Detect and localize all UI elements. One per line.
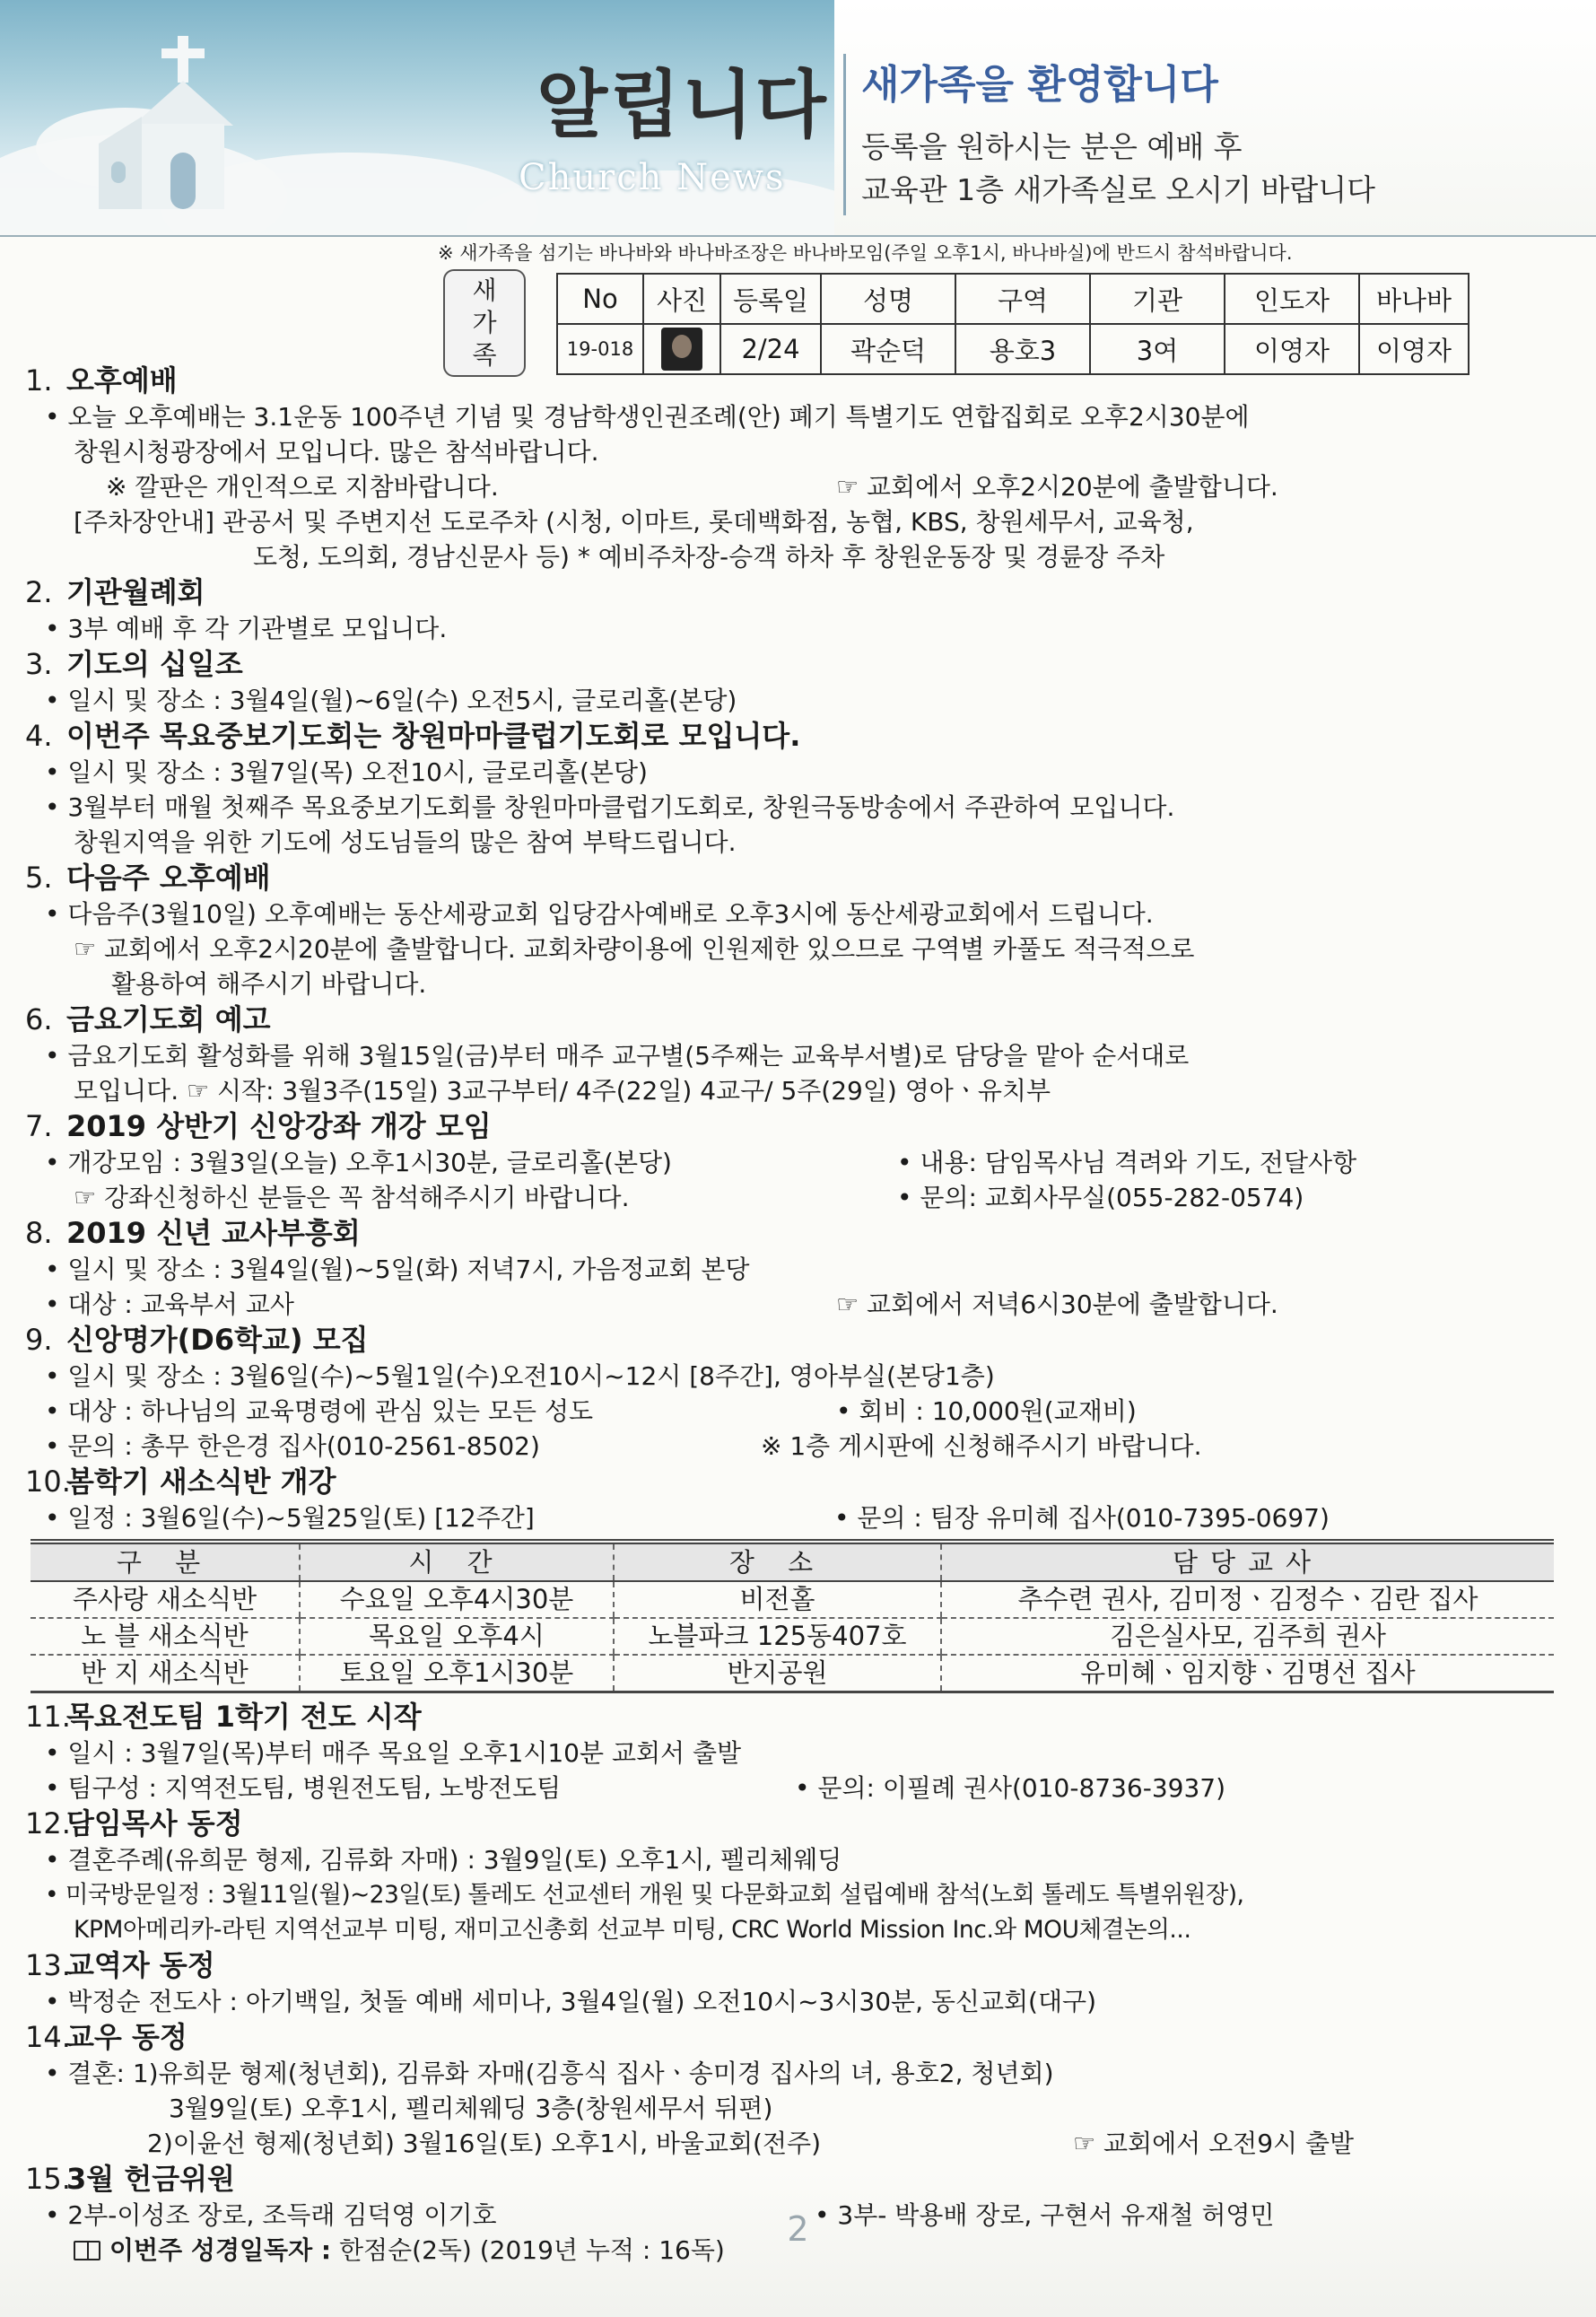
- new-family-table: [556, 273, 1470, 375]
- table-row: [31, 1618, 1554, 1655]
- table-cell: 반 지 새소식반: [31, 1655, 300, 1692]
- col-header: 구역: [955, 274, 1090, 324]
- page-title: 알립니다: [536, 62, 828, 148]
- cell-name: 곽순덕: [821, 324, 955, 374]
- news-item: [25, 1947, 1568, 2019]
- text-line: • 일시 및 장소 : 3월6일(수)~5월1일(수)오전10시~12시 [8주간], 영아부실(본당1층): [45, 1361, 995, 1391]
- section-heading: [25, 860, 1568, 896]
- news-item: [25, 1464, 1568, 1693]
- text-part: • 내용: 담임목사님 격려와 기도, 전달사항: [897, 1148, 1357, 1177]
- text-part: ※ 깔판은 개인적으로 지참바랍니다.: [106, 472, 499, 502]
- text-line: [25, 1500, 1568, 1535]
- text-part: ☞ 교회에서 저녁6시30분에 출발합니다.: [836, 1290, 1278, 1319]
- text-line: • 일시 : 3월7일(목)부터 매주 목요일 오후1시10분 교회서 출발: [45, 1738, 742, 1768]
- cell-barnabas: 이영자: [1359, 324, 1469, 374]
- cell-district: 용호3: [955, 324, 1090, 374]
- section-title: 교우 동정: [66, 2020, 188, 2054]
- section-title: 교역자 동정: [66, 1948, 215, 1982]
- table-header-row: [31, 1542, 1554, 1581]
- text-line: • 3월부터 매월 첫째주 목요중보기도회를 창원마마클럽기도회로, 창원극동방송에서 주관하여 모입니다.: [45, 792, 1175, 822]
- text-line: [25, 1180, 1568, 1215]
- text-line: [25, 1287, 1568, 1322]
- text-line: • 박정순 전도사 : 아기백일, 첫돌 예배 세미나, 3월4일(월) 오전10시~3시30분, 동신교회(대구): [45, 1987, 1097, 2016]
- section-title: 오후예배: [66, 363, 178, 398]
- section-number: 9.: [25, 1323, 53, 1357]
- section-heading: [25, 1699, 1568, 1736]
- text-part: • 문의 : 팀장 유미혜 집사(010-7395-0697): [834, 1503, 1330, 1533]
- text-part: • 개강모임 : 3월3일(오늘) 오후1시30분, 글로리홀(본당): [45, 1148, 672, 1177]
- section-title: 신앙명가(D6학교) 모집: [66, 1323, 369, 1357]
- col-header: No: [557, 274, 643, 324]
- section-number: 3.: [25, 647, 53, 681]
- section-title: 금요기도회 예고: [66, 1002, 271, 1036]
- text-part: 2)이윤선 형제(청년회) 3월16일(토) 오후1시, 바울교회(전주): [147, 2129, 822, 2158]
- text-line: • 금요기도회 활성화를 위해 3월15일(금)부터 매주 교구별(5주째는 교육부서별)로 담당을 맡아 순서대로: [45, 1041, 1190, 1071]
- section-number: 5.: [25, 861, 53, 895]
- text-line: ☞ 교회에서 오후2시20분에 출발합니다. 교회차량이용에 인원제한 있으므로 구역별 카풀도 적극적으로: [74, 934, 1195, 964]
- text-part: • 팀구성 : 지역전도팀, 병원전도팀, 노방전도팀: [45, 1773, 562, 1803]
- welcome-line-1: 등록을 원하시는 분은 예배 후: [861, 129, 1243, 164]
- text-line: • 일시 및 장소 : 3월4일(월)~5일(화) 저녁7시, 가음정교회 본당: [45, 1255, 750, 1284]
- section-title: 봄학기 새소식반 개강: [66, 1465, 336, 1499]
- text-part: ☞ 교회에서 오전9시 출발: [1073, 2129, 1355, 2158]
- text-part: • 회비 : 10,000원(교재비): [836, 1396, 1137, 1426]
- section-number: 6.: [25, 1002, 53, 1036]
- class-schedule-table: [31, 1539, 1554, 1693]
- col-header: 담당교사: [941, 1542, 1554, 1581]
- cell-no: 19-018: [557, 324, 643, 374]
- header-divider: [0, 235, 1596, 237]
- text-line: 창원시청광장에서 모입니다. 많은 참석바랍니다.: [74, 437, 599, 467]
- church-icon: [99, 36, 269, 215]
- text-line: • 일시 및 장소 : 3월7일(목) 오전10시, 글로리홀(본당): [45, 757, 648, 787]
- text-line: [주차장안내] 관공서 및 주변지선 도로주차 (시청, 이마트, 롯데백화점, 농협, KBS, 창원세무서, 교육청,: [74, 507, 1194, 537]
- section-heading: [25, 1215, 1568, 1252]
- section-title: 이번주 목요중보기도회는 창원마마클럽기도회로 모입니다.: [66, 719, 801, 753]
- text-line: KPM아메리카-라틴 지역선교부 미팅, 재미고신총회 선교부 미팅, CRC World Mission Inc.와 MOU체결논의...: [74, 1916, 1191, 1944]
- section-number: 4.: [25, 719, 53, 753]
- col-header: 장 소: [614, 1542, 941, 1581]
- news-item: [25, 1215, 1568, 1322]
- news-item: [25, 1322, 1568, 1464]
- table-cell: 김은실사모, 김주희 권사: [941, 1618, 1554, 1655]
- section-heading: [25, 1464, 1568, 1500]
- text-line: • 오늘 오후예배는 3.1운동 100주년 기념 및 경남학생인권조례(안) 폐기 특별기도 연합집회로 오후2시30분에: [45, 402, 1250, 432]
- news-item: [25, 2019, 1568, 2161]
- bible-reader-value: 한점순(2독) (2019년 누적 : 16독): [339, 2235, 725, 2265]
- news-item: [25, 718, 1568, 860]
- text-line: • 3부 예배 후 각 기관별로 모입니다.: [45, 614, 448, 643]
- section-heading: [25, 574, 1568, 611]
- text-line: • 일시 및 장소 : 3월4일(월)~6일(수) 오전5시, 글로리홀(본당): [45, 686, 737, 715]
- news-item: [25, 363, 1568, 574]
- table-cell: 수요일 오후4시30분: [300, 1581, 614, 1618]
- table-cell: 노블파크 125동407호: [614, 1618, 941, 1655]
- section-number: 1.: [25, 363, 53, 398]
- text-line: 3월9일(토) 오후1시, 펠리체웨딩 3층(창원세무서 뒤편): [169, 2094, 773, 2123]
- table-cell: 목요일 오후4시: [300, 1618, 614, 1655]
- section-heading: [25, 1001, 1568, 1038]
- section-number: 8.: [25, 1216, 53, 1250]
- welcome-title: 새가족을 환영합니다: [861, 62, 1218, 108]
- news-list: [25, 363, 1568, 2268]
- badge-char: 새: [472, 275, 497, 305]
- header: [0, 0, 1596, 235]
- section-title: 담임목사 동정: [66, 1806, 243, 1840]
- section-title: 3월 헌금위원: [66, 2162, 235, 2196]
- section-heading: [25, 363, 1568, 399]
- section-heading: [25, 1108, 1568, 1145]
- section-number: 15.: [25, 2162, 71, 2196]
- table-cell: 유미혜ㆍ임지향ㆍ김명선 집사: [941, 1655, 1554, 1692]
- table-cell: 반지공원: [614, 1655, 941, 1692]
- page-number: 2: [787, 2209, 809, 2249]
- table-cell: 주사랑 새소식반: [31, 1581, 300, 1618]
- text-part: • 문의: 교회사무실(055-282-0574): [897, 1183, 1304, 1212]
- section-heading: [25, 718, 1568, 755]
- section-number: 11.: [25, 1700, 71, 1734]
- table-cell: 비전홀: [614, 1581, 941, 1618]
- news-item: [25, 1108, 1568, 1215]
- section-number: 10.: [25, 1465, 71, 1499]
- news-item: [25, 646, 1568, 718]
- news-item: [25, 1806, 1568, 1947]
- col-header: 인도자: [1225, 274, 1359, 324]
- col-header: 기관: [1090, 274, 1225, 324]
- col-header: 사진: [643, 274, 720, 324]
- text-line: [25, 1394, 1568, 1429]
- section-heading: [25, 1806, 1568, 1842]
- section-title: 다음주 오후예배: [66, 861, 271, 895]
- text-line: • 결혼: 1)유희문 형제(청년회), 김류화 자매(김흥식 집사ㆍ송미경 집사의 녀, 용호2, 청년회): [45, 2059, 1054, 2088]
- text-part: • 대상 : 교육부서 교사: [45, 1290, 294, 1319]
- new-family-note: ※ 새가족을 섬기는 바나바와 바나바조장은 바나바모임(주일 오후1시, 바나바실)에 반드시 참석바랍니다.: [438, 242, 1293, 264]
- badge-char: 족: [472, 340, 497, 370]
- section-title: 2019 신년 교사부흥회: [66, 1216, 361, 1250]
- text-line: 모입니다. ☞ 시작: 3월3주(15일) 3교구부터/ 4주(22일) 4교구/ 5주(29일) 영아ㆍ유치부: [74, 1076, 1051, 1106]
- text-part: • 문의: 이필례 권사(010-8736-3937): [795, 1773, 1226, 1803]
- welcome-divider: [843, 54, 846, 215]
- section-heading: [25, 646, 1568, 683]
- col-header: 시 간: [300, 1542, 614, 1581]
- col-header: 구 분: [31, 1542, 300, 1581]
- section-heading: [25, 1947, 1568, 1984]
- text-line: [25, 1429, 1568, 1464]
- new-family-header-row: [557, 274, 1469, 324]
- cell-guide: 이영자: [1225, 324, 1359, 374]
- table-row: [31, 1655, 1554, 1692]
- news-item: [25, 860, 1568, 1001]
- section-heading: [25, 2161, 1568, 2198]
- col-header: 등록일: [720, 274, 821, 324]
- section-number: 13.: [25, 1948, 71, 1982]
- text-line: • 결혼주례(유희문 형제, 김류화 자매) : 3월9일(토) 오후1시, 펠리체웨딩: [45, 1845, 842, 1875]
- section-heading: [25, 1322, 1568, 1359]
- table-row: [31, 1581, 1554, 1618]
- bible-reader-label: 이번주 성경일독자 :: [109, 2235, 332, 2265]
- text-part: ※ 1층 게시판에 신청해주시기 바랍니다.: [761, 1431, 1202, 1461]
- welcome-line-2: 교육관 1층 새가족실로 오시기 바랍니다: [861, 172, 1376, 207]
- text-line: 도청, 도의회, 경남신문사 등) * 예비주차장-승객 하차 후 창원운동장 및 경륜장 주차: [253, 542, 1165, 572]
- badge-char: 가: [472, 308, 497, 337]
- page-subtitle: Church News: [519, 157, 786, 198]
- text-line: 활용하여 해주시기 바랍니다.: [111, 969, 427, 999]
- news-item: [25, 1001, 1568, 1108]
- section-title: 목요전도팀 1학기 전도 시작: [66, 1700, 422, 1734]
- text-line: • 다음주(3월10일) 오후예배는 동산세광교회 입당감사예배로 오후3시에 동산세광교회에서 드립니다.: [45, 899, 1154, 929]
- text-part: ☞ 교회에서 오후2시20분에 출발합니다.: [836, 472, 1278, 502]
- news-item: [25, 574, 1568, 646]
- section-number: 7.: [25, 1109, 53, 1143]
- col-header: 바나바: [1359, 274, 1469, 324]
- text-part: • 일정 : 3월6일(수)~5월25일(토) [12주간]: [45, 1503, 535, 1533]
- cell-org: 3여: [1090, 324, 1225, 374]
- text-part: • 3부- 박용배 장로, 구현서 유재철 허영민: [815, 2200, 1275, 2230]
- cell-date: 2/24: [720, 324, 821, 374]
- table-cell: 노 블 새소식반: [31, 1618, 300, 1655]
- text-line: [25, 2126, 1568, 2161]
- section-number: 14.: [25, 2020, 71, 2054]
- text-line: [25, 1771, 1568, 1806]
- text-line: [25, 1145, 1568, 1180]
- col-header: 성명: [821, 274, 955, 324]
- text-part: • 문의 : 총무 한은경 집사(010-2561-8502): [45, 1431, 540, 1461]
- text-part: • 2부-이성조 장로, 조득래 김덕영 이기호: [45, 2200, 497, 2230]
- section-title: 기도의 십일조: [66, 647, 243, 681]
- section-title: 기관월례회: [66, 575, 205, 609]
- text-part: ☞ 강좌신청하신 분들은 꼭 참석해주시기 바랍니다.: [74, 1183, 630, 1212]
- section-title: 2019 상반기 신앙강좌 개강 모임: [66, 1109, 492, 1143]
- text-line: • 미국방문일정 : 3월11일(월)~23일(토) 톨레도 선교센터 개원 및 다문화교회 설립예배 참석(노회 톨레도 특별위원장),: [45, 1881, 1244, 1909]
- section-number: 12.: [25, 1806, 71, 1840]
- news-item: [25, 1699, 1568, 1806]
- text-part: • 대상 : 하나님의 교육명령에 관심 있는 모든 성도: [45, 1396, 594, 1426]
- table-cell: 토요일 오후1시30분: [300, 1655, 614, 1692]
- new-family-badge: [443, 269, 526, 377]
- text-line: 창원지역을 위한 기도에 성도님들의 많은 참여 부탁드립니다.: [74, 827, 737, 857]
- section-number: 2.: [25, 575, 53, 609]
- table-cell: 추수련 권사, 김미정ㆍ김정수ㆍ김란 집사: [941, 1581, 1554, 1618]
- section-heading: [25, 2019, 1568, 2056]
- text-line: [25, 469, 1568, 504]
